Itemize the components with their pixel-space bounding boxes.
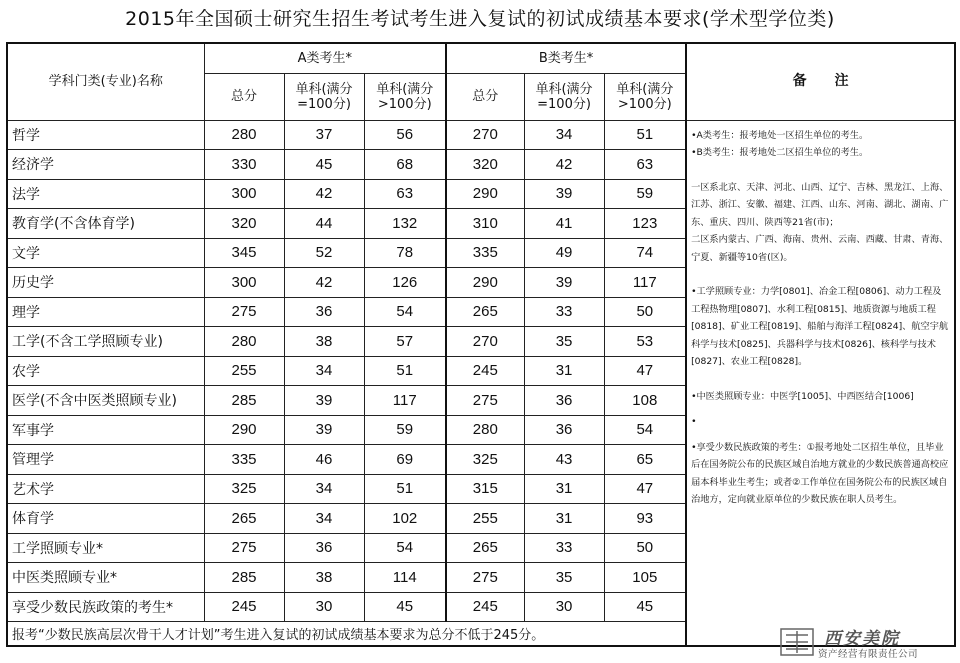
- a-score-cell: 280: [204, 120, 284, 150]
- subject-cell: 管理学: [7, 445, 204, 475]
- a-score-cell: 320: [204, 209, 284, 239]
- page-title: 2015年全国硕士研究生招生考试考生进入复试的初试成绩基本要求(学术型学位类): [125, 8, 835, 30]
- b-score-cell: 117: [604, 268, 686, 298]
- subject-cell: 文学: [7, 238, 204, 268]
- a-score-cell: 39: [284, 386, 364, 416]
- b-score-cell: 310: [446, 209, 524, 239]
- b-single-gt100-header: [604, 73, 686, 120]
- b-score-cell: 51: [604, 120, 686, 150]
- b-single-gt100-line1: 单科(满分: [616, 81, 674, 97]
- b-score-cell: 54: [604, 415, 686, 445]
- logo-mark-icon: [780, 628, 814, 656]
- a-score-cell: 63: [364, 179, 446, 209]
- subject-cell: 哲学: [7, 120, 204, 150]
- notes-content: [687, 121, 954, 509]
- subject-cell: 工学照顾专业*: [7, 533, 204, 563]
- note-region-2: 二区系内蒙古、广西、海南、贵州、云南、西藏、甘肃、青海、宁夏、新疆等10省(区)。: [691, 234, 949, 263]
- note-bullet: •: [691, 416, 697, 427]
- b-score-cell: 34: [524, 120, 604, 150]
- subject-cell: 工学(不含工学照顾专业): [7, 327, 204, 357]
- b-score-cell: 35: [524, 327, 604, 357]
- note-category-b: •B类考生：报考地处二区招生单位的考生。: [691, 147, 869, 158]
- a-score-cell: 285: [204, 563, 284, 593]
- b-score-cell: 35: [524, 563, 604, 593]
- a-score-cell: 78: [364, 238, 446, 268]
- b-score-cell: 39: [524, 179, 604, 209]
- a-score-cell: 300: [204, 268, 284, 298]
- b-score-cell: 275: [446, 563, 524, 593]
- b-score-cell: 31: [524, 474, 604, 504]
- notes-cell: [686, 120, 955, 646]
- a-score-cell: 132: [364, 209, 446, 239]
- a-score-cell: 44: [284, 209, 364, 239]
- a-score-cell: 45: [364, 592, 446, 622]
- b-score-cell: 33: [524, 297, 604, 327]
- b-score-cell: 335: [446, 238, 524, 268]
- group-b-header: B类考生*: [446, 43, 686, 73]
- a-score-cell: 335: [204, 445, 284, 475]
- b-score-cell: 108: [604, 386, 686, 416]
- subject-cell: 理学: [7, 297, 204, 327]
- b-score-cell: 123: [604, 209, 686, 239]
- a-score-cell: 69: [364, 445, 446, 475]
- subject-cell: 法学: [7, 179, 204, 209]
- b-single-100-line1: 单科(满分: [535, 81, 593, 97]
- b-score-cell: 245: [446, 356, 524, 386]
- note-category-a: •A类考生：报考地处一区招生单位的考生。: [691, 129, 869, 141]
- b-score-cell: 39: [524, 268, 604, 298]
- a-score-cell: 245: [204, 592, 284, 622]
- a-score-cell: 290: [204, 415, 284, 445]
- a-score-cell: 345: [204, 238, 284, 268]
- a-score-cell: 280: [204, 327, 284, 357]
- b-score-cell: 50: [604, 533, 686, 563]
- b-score-cell: 65: [604, 445, 686, 475]
- subject-cell: 中医类照顾专业*: [7, 563, 204, 593]
- b-score-cell: 49: [524, 238, 604, 268]
- b-score-cell: 53: [604, 327, 686, 357]
- logo-subtext: 资产经营有限责任公司: [818, 649, 919, 660]
- score-table: [6, 42, 956, 647]
- a-score-cell: 68: [364, 150, 446, 180]
- subject-cell: 经济学: [7, 150, 204, 180]
- table-row: [7, 120, 955, 150]
- b-score-cell: 290: [446, 268, 524, 298]
- a-total-header: 总分: [204, 73, 284, 120]
- b-score-cell: 280: [446, 415, 524, 445]
- b-score-cell: 31: [524, 504, 604, 534]
- note-minority: •享受少数民族政策的考生：①报考地处二区招生单位，且毕业后在国务院公布的民族区域自治地方就业的少数民族普通高校应届本科毕业生考生；或者②工作单位在国务院公布的民族区域自治地方，定向就业原单位的少数民族在职人员考生。: [691, 441, 949, 505]
- a-score-cell: 51: [364, 474, 446, 504]
- a-score-cell: 275: [204, 297, 284, 327]
- a-single-gt100-line2: >100分): [377, 96, 432, 112]
- subject-cell: 农学: [7, 356, 204, 386]
- b-score-cell: 275: [446, 386, 524, 416]
- a-score-cell: 117: [364, 386, 446, 416]
- a-single-100-line2: =100分): [297, 96, 351, 112]
- a-single-gt100-header: [364, 73, 446, 120]
- subject-cell: 艺术学: [7, 474, 204, 504]
- a-single-100-header: [284, 73, 364, 120]
- a-score-cell: 54: [364, 533, 446, 563]
- b-single-100-header: [524, 73, 604, 120]
- a-single-gt100-line1: 单科(满分: [376, 81, 434, 97]
- a-score-cell: 36: [284, 297, 364, 327]
- b-score-cell: 245: [446, 592, 524, 622]
- subject-cell: 教育学(不含体育学): [7, 209, 204, 239]
- a-score-cell: 42: [284, 268, 364, 298]
- b-score-cell: 265: [446, 533, 524, 563]
- group-a-header: A类考生*: [204, 43, 446, 73]
- a-score-cell: 57: [364, 327, 446, 357]
- b-score-cell: 43: [524, 445, 604, 475]
- b-score-cell: 325: [446, 445, 524, 475]
- b-score-cell: 30: [524, 592, 604, 622]
- b-score-cell: 31: [524, 356, 604, 386]
- b-score-cell: 36: [524, 386, 604, 416]
- a-score-cell: 102: [364, 504, 446, 534]
- subject-cell: 享受少数民族政策的考生*: [7, 592, 204, 622]
- a-score-cell: 34: [284, 356, 364, 386]
- b-single-100-line2: =100分): [537, 96, 591, 112]
- b-single-gt100-line2: >100分): [617, 96, 672, 112]
- note-engineering: •工学照顾专业：力学[0801]、冶金工程[0806]、动力工程及工程热物理[0807]、水利工程[0815]、地质资源与地质工程[0818]、矿业工程[0819]、船舶与海洋工程[0824]、航空宇航科学与技术[0825]、兵器科学与技术[0826]、核科学与技术[0827]、农业工程[0828]。: [691, 286, 949, 367]
- a-score-cell: 34: [284, 504, 364, 534]
- a-score-cell: 39: [284, 415, 364, 445]
- subject-cell: 体育学: [7, 504, 204, 534]
- b-score-cell: 47: [604, 474, 686, 504]
- b-score-cell: 265: [446, 297, 524, 327]
- a-score-cell: 275: [204, 533, 284, 563]
- subject-column-header: 学科门类(专业)名称: [7, 43, 204, 120]
- b-score-cell: 74: [604, 238, 686, 268]
- b-score-cell: 290: [446, 179, 524, 209]
- a-score-cell: 300: [204, 179, 284, 209]
- b-score-cell: 315: [446, 474, 524, 504]
- subject-cell: 医学(不含中医类照顾专业): [7, 386, 204, 416]
- b-score-cell: 47: [604, 356, 686, 386]
- a-score-cell: 330: [204, 150, 284, 180]
- watermark-logo: [778, 622, 954, 660]
- a-single-100-line1: 单科(满分: [295, 81, 353, 97]
- a-score-cell: 46: [284, 445, 364, 475]
- a-score-cell: 52: [284, 238, 364, 268]
- a-score-cell: 59: [364, 415, 446, 445]
- a-score-cell: 54: [364, 297, 446, 327]
- note-region-1: 一区系北京、天津、河北、山西、辽宁、吉林、黑龙江、上海、江苏、浙江、安徽、福建、江西、山东、河南、湖北、湖南、广东、重庆、四川、陕西等21省(市)；: [691, 181, 949, 228]
- a-score-cell: 126: [364, 268, 446, 298]
- b-score-cell: 270: [446, 120, 524, 150]
- notes-header: 备 注: [686, 43, 955, 120]
- b-total-header: 总分: [446, 73, 524, 120]
- a-score-cell: 38: [284, 327, 364, 357]
- a-score-cell: 36: [284, 533, 364, 563]
- b-score-cell: 45: [604, 592, 686, 622]
- b-score-cell: 270: [446, 327, 524, 357]
- b-score-cell: 255: [446, 504, 524, 534]
- b-score-cell: 42: [524, 150, 604, 180]
- b-score-cell: 50: [604, 297, 686, 327]
- a-score-cell: 255: [204, 356, 284, 386]
- b-score-cell: 63: [604, 150, 686, 180]
- b-score-cell: 36: [524, 415, 604, 445]
- a-score-cell: 51: [364, 356, 446, 386]
- b-score-cell: 105: [604, 563, 686, 593]
- a-score-cell: 56: [364, 120, 446, 150]
- subject-cell: 军事学: [7, 415, 204, 445]
- b-score-cell: 93: [604, 504, 686, 534]
- a-score-cell: 265: [204, 504, 284, 534]
- b-score-cell: 320: [446, 150, 524, 180]
- note-tcm: •中医类照顾专业：中医学[1005]、中西医结合[1006]: [691, 390, 914, 402]
- a-score-cell: 30: [284, 592, 364, 622]
- a-score-cell: 325: [204, 474, 284, 504]
- logo-text: 西安美院: [824, 629, 900, 649]
- a-score-cell: 285: [204, 386, 284, 416]
- a-score-cell: 38: [284, 563, 364, 593]
- footer-note: 报考“少数民族高层次骨干人才计划”考生进入复试的初试成绩基本要求为总分不低于245分。: [7, 622, 686, 646]
- a-score-cell: 42: [284, 179, 364, 209]
- a-score-cell: 114: [364, 563, 446, 593]
- subject-cell: 历史学: [7, 268, 204, 298]
- b-score-cell: 33: [524, 533, 604, 563]
- a-score-cell: 45: [284, 150, 364, 180]
- b-score-cell: 41: [524, 209, 604, 239]
- b-score-cell: 59: [604, 179, 686, 209]
- a-score-cell: 34: [284, 474, 364, 504]
- a-score-cell: 37: [284, 120, 364, 150]
